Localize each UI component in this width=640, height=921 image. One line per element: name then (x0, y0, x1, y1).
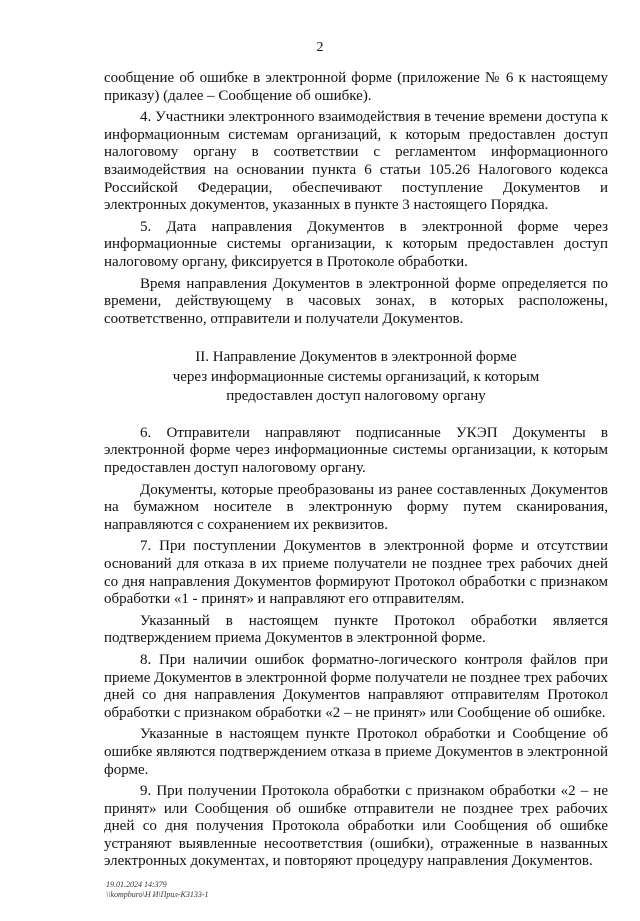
document-body (104, 70, 608, 875)
paragraphs-after-section (104, 425, 608, 871)
section-heading-line: предоставлен доступ налоговому органу (226, 388, 486, 405)
footer-file-path: \\kompburo\Н И\Прил-К3133-1 (106, 890, 209, 899)
paragraph: 6. Отправители направляют подписанные УКЭП Документы в электронной форме через информационные системы организации, к которым предоставлен доступ налоговому органу. (104, 424, 608, 476)
section-heading-line: II. Направление Документов в электронной форме (195, 349, 517, 366)
page-number: 2 (316, 40, 324, 55)
section-heading-line: через информационные системы организаций, к которым (172, 368, 540, 385)
footer-timestamp: 19.01.2024 14:379 (106, 880, 167, 889)
paragraph: 7. При поступлении Документов в электронной форме и отсутствии оснований для отказа в их приеме получатели не позднее трех рабочих дней со дня направления Документов формируют Протокол обработки с признаком обработки «1 - принят» и направляют его отправителям. (104, 538, 608, 608)
paragraph: Время направления Документов в электронной форме определяется по времени, действующему в часовых зонах, в которых расположены, соответственно, отправители и получатели Документов. (104, 275, 608, 327)
paragraph: Документы, которые преобразованы из ранее составленных Документов на бумажном носителе в электронную форму путем сканирования, направляются с сохранением их реквизитов. (104, 481, 608, 533)
paragraph: 8. При наличии ошибок форматно-логического контроля файлов при приеме Документов в электронной форме получатели не позднее трех рабочих дней со дня направления Документов направляют отправителям Протокол обработки с признаком обработки «2 – не принят» или Сообщение об ошибке. (104, 651, 608, 721)
paragraphs-before-section (104, 70, 608, 328)
paragraph: сообщение об ошибке в электронной форме (приложение № 6 к настоящему приказу) (далее – Сообщение об ошибке). (104, 70, 608, 104)
paragraph: 9. При получении Протокола обработки с признаком обработки «2 – не принят» или Сообщения об ошибке отправители не позднее трех рабочих дней со дня получения Протокола обработки или Сообщения об ошибке устраняют выявленные несоответствия (ошибки), отраженные в названных электронных документах, и повторяют процедуру направления Документов. (104, 783, 608, 870)
file-footer (106, 880, 209, 900)
paragraph: 4. Участники электронного взаимодействия в течение времени доступа к информационным системам организаций, к которым предоставлен доступ налоговому органу в соответствии с регламентом информационного взаимодействия на основании пункта 6 статьи 105.26 Налогового кодекса Российской Федерации, обеспечивают поступление Документов и электронных документов, указанных в пункте 3 настоящего Порядка. (104, 109, 608, 214)
section-heading (104, 348, 608, 407)
paragraph: 5. Дата направления Документов в электронной форме через информационные системы организации, к которым предоставлен доступ налоговому органу, фиксируется в Протоколе обработки. (104, 218, 608, 270)
paragraph: Указанный в настоящем пункте Протокол обработки является подтверждением приема Документов в электронной форме. (104, 612, 608, 647)
paragraph: Указанные в настоящем пункте Протокол обработки и Сообщение об ошибке являются подтверждением отказа в приеме Документов в электронной форме. (104, 726, 608, 778)
